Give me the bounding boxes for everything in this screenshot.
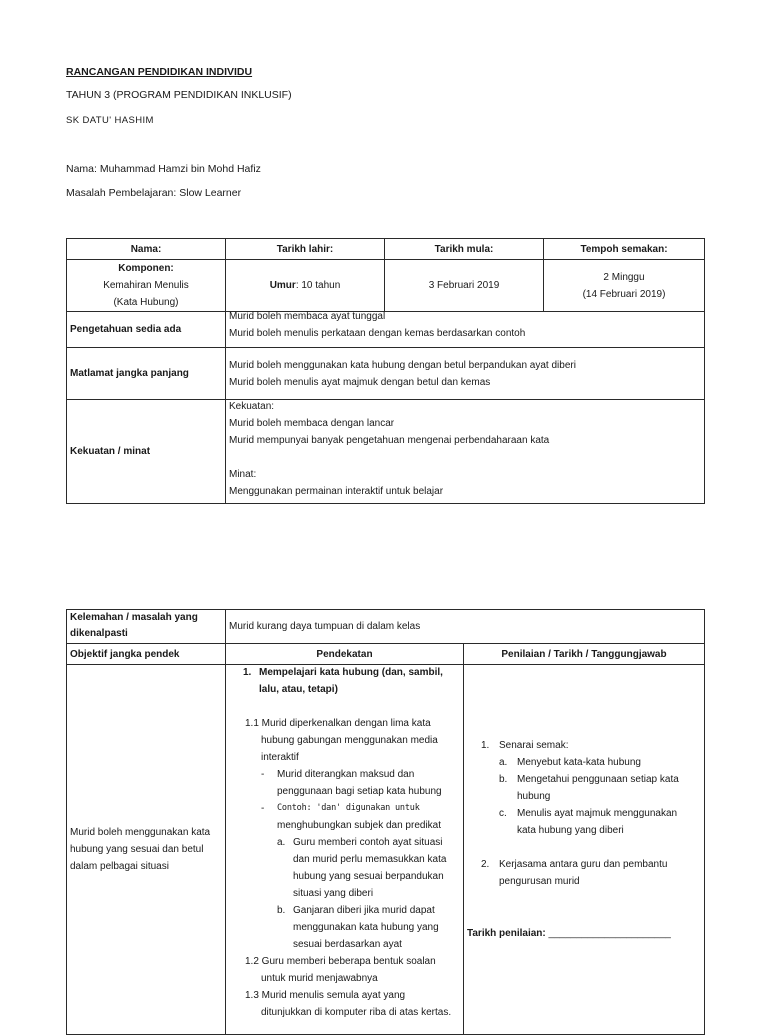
list-item xyxy=(229,664,460,698)
text-line: Ganjaran diberi jika murid dapat xyxy=(293,905,435,916)
tarikh-penilaian-label: Tarikh penilaian: xyxy=(467,928,546,939)
row-content xyxy=(226,400,705,504)
content-line: Murid mempunyai banyak pengetahuan mengenai perbendaharaan kata xyxy=(229,435,550,446)
row-label: Pengetahuan sedia ada xyxy=(67,312,226,348)
table-row xyxy=(67,312,705,348)
text-line: sesuai berdasarkan ayat xyxy=(293,939,402,950)
content-line: Minat: xyxy=(229,469,257,480)
header-pendekatan: Pendekatan xyxy=(226,644,464,665)
school-name: SK DATU' HASHIM xyxy=(66,115,154,126)
table-row xyxy=(67,260,705,312)
table-row xyxy=(67,400,705,504)
text-line: Kerjasama antara guru dan pembantu xyxy=(499,859,668,870)
student-name-line: Nama: Muhammad Hamzi bin Mohd Hafiz xyxy=(66,163,261,175)
text-line: menggunakan kata hubung yang xyxy=(293,922,439,933)
table-row xyxy=(67,610,705,644)
table-header-row xyxy=(67,239,705,260)
komponen-line: Kemahiran Menulis xyxy=(103,280,189,291)
kelemahan-value: Murid kurang daya tumpuan di dalam kelas xyxy=(226,610,705,644)
objektif-cell: Murid boleh menggunakan kata hubung yang sesuai dan betul dalam pelbagai situasi xyxy=(67,665,226,1035)
header-tempoh-semakan: Tempoh semakan: xyxy=(544,239,705,260)
list-item xyxy=(467,771,701,788)
row-content xyxy=(226,312,705,348)
text-line: hubung gabungan menggunakan media xyxy=(261,735,438,746)
document-title: RANCANGAN PENDIDIKAN INDIVIDU xyxy=(66,66,253,78)
text-line: penggunaan bagi setiap kata hubung xyxy=(277,786,442,797)
spacer xyxy=(467,890,701,925)
table-row xyxy=(67,348,705,400)
content-line: Murid boleh membaca dengan lancar xyxy=(229,418,395,429)
tempoh-line: 2 Minggu xyxy=(603,271,645,283)
tarikh-penilaian-line xyxy=(467,925,701,942)
komponen-label: Komponen: xyxy=(118,263,174,274)
pendekatan-content xyxy=(229,664,460,1021)
text-line: situasi yang diberi xyxy=(293,888,374,899)
dash-marker: - xyxy=(261,803,265,814)
list-item xyxy=(467,754,701,771)
list-item xyxy=(467,856,701,873)
text-line: Guru memberi contoh ayat situasi xyxy=(293,837,443,848)
spacer xyxy=(467,839,701,856)
penilaian-content xyxy=(467,665,701,942)
student-info-table xyxy=(66,238,705,504)
list-item xyxy=(229,800,460,817)
kelemahan-label: Kelemahan / masalah yang dikenalpasti xyxy=(67,610,226,644)
table-row xyxy=(67,665,705,1035)
pendekatan-cell xyxy=(226,665,464,1035)
row-content xyxy=(226,348,705,400)
table-header-row xyxy=(67,644,705,665)
header-penilaian: Penilaian / Tarikh / Tanggungjawab xyxy=(464,644,705,665)
tarikh-mula-value: 3 Februari 2019 xyxy=(385,260,544,312)
plan-table xyxy=(66,609,705,1035)
text-line: pengurusan murid xyxy=(499,876,580,887)
penilaian-cell xyxy=(464,665,705,1035)
text-line: hubung yang sesuai berpandukan xyxy=(293,871,444,882)
umur-cell xyxy=(226,260,385,312)
text-line: Contoh: 'dan' digunakan untuk xyxy=(277,803,420,813)
list-item xyxy=(229,834,460,851)
umur-value: : 10 tahun xyxy=(295,280,341,291)
text-line: Menyebut kata-kata hubung xyxy=(517,757,641,768)
tarikh-penilaian-blank: ______________________ xyxy=(548,928,671,939)
header-objektif: Objektif jangka pendek xyxy=(67,644,226,665)
list-item xyxy=(229,766,460,783)
learning-problem-line: Masalah Pembelajaran: Slow Learner xyxy=(66,187,242,199)
tempoh-cell xyxy=(544,260,705,312)
content-line: Menggunakan permainan interaktif untuk belajar xyxy=(229,486,444,497)
list-item-title: Mempelajari kata hubung (dan, sambil, lalu, atau, tetapi) xyxy=(259,667,443,695)
program-line: TAHUN 3 (PROGRAM PENDIDIKAN INKLUSIF) xyxy=(66,89,292,101)
text-line: menghubungkan subjek dan predikat xyxy=(277,820,442,831)
text-line: 1.3 Murid menulis semula ayat yang xyxy=(245,990,406,1001)
content-line: Murid boleh membaca ayat tunggal xyxy=(229,311,386,322)
letter-marker: b. xyxy=(277,905,286,916)
spacer xyxy=(467,665,701,737)
header-tarikh-mula: Tarikh mula: xyxy=(385,239,544,260)
list-item xyxy=(467,737,701,754)
list-item xyxy=(467,805,701,822)
content-line-blank xyxy=(229,449,701,466)
text-line: dan murid perlu memasukkan kata xyxy=(293,854,447,865)
text-line: interaktif xyxy=(261,752,299,763)
komponen-cell xyxy=(67,260,226,312)
letter-marker: a. xyxy=(277,837,286,848)
komponen-line: (Kata Hubung) xyxy=(113,297,179,308)
content-line: Murid boleh menulis perkataan dengan kemas berdasarkan contoh xyxy=(229,328,526,339)
list-number: 2. xyxy=(481,859,490,870)
text-line: 1.2 Guru memberi beberapa bentuk soalan xyxy=(245,956,436,967)
text-line: ditunjukkan di komputer riba di atas kertas. xyxy=(261,1007,452,1018)
text-line: hubung xyxy=(517,791,551,802)
list-item xyxy=(229,902,460,919)
text-line: untuk murid menjawabnya xyxy=(261,973,378,984)
header-nama: Nama: xyxy=(67,239,226,260)
text-line: Murid diterangkan maksud dan xyxy=(277,769,415,780)
text-line: Menulis ayat majmuk menggunakan xyxy=(517,808,678,819)
text-line: 1.1 Murid diperkenalkan dengan lima kata xyxy=(245,718,431,729)
header-tarikh-lahir: Tarikh lahir: xyxy=(226,239,385,260)
tempoh-line: (14 Februari 2019) xyxy=(582,288,666,300)
dash-marker: - xyxy=(261,769,265,780)
list-number: 1. xyxy=(243,667,252,678)
letter-marker: c. xyxy=(499,808,507,819)
list-number: 1. xyxy=(481,740,490,751)
letter-marker: b. xyxy=(499,774,508,785)
text-line: Senarai semak: xyxy=(499,740,569,751)
content-line: Kekuatan: xyxy=(229,401,275,412)
letter-marker: a. xyxy=(499,757,508,768)
content-line: Murid boleh menulis ayat majmuk dengan betul dan kemas xyxy=(229,376,491,388)
row-label: Matlamat jangka panjang xyxy=(67,348,226,400)
umur-label: Umur xyxy=(269,280,296,291)
spacer xyxy=(229,698,460,715)
text-line: Mengetahui penggunaan setiap kata xyxy=(517,774,679,785)
row-label: Kekuatan / minat xyxy=(67,400,226,504)
text-line: kata hubung yang diberi xyxy=(517,825,624,836)
content-line: Murid boleh menggunakan kata hubung dengan betul berpandukan ayat diberi xyxy=(229,359,576,371)
